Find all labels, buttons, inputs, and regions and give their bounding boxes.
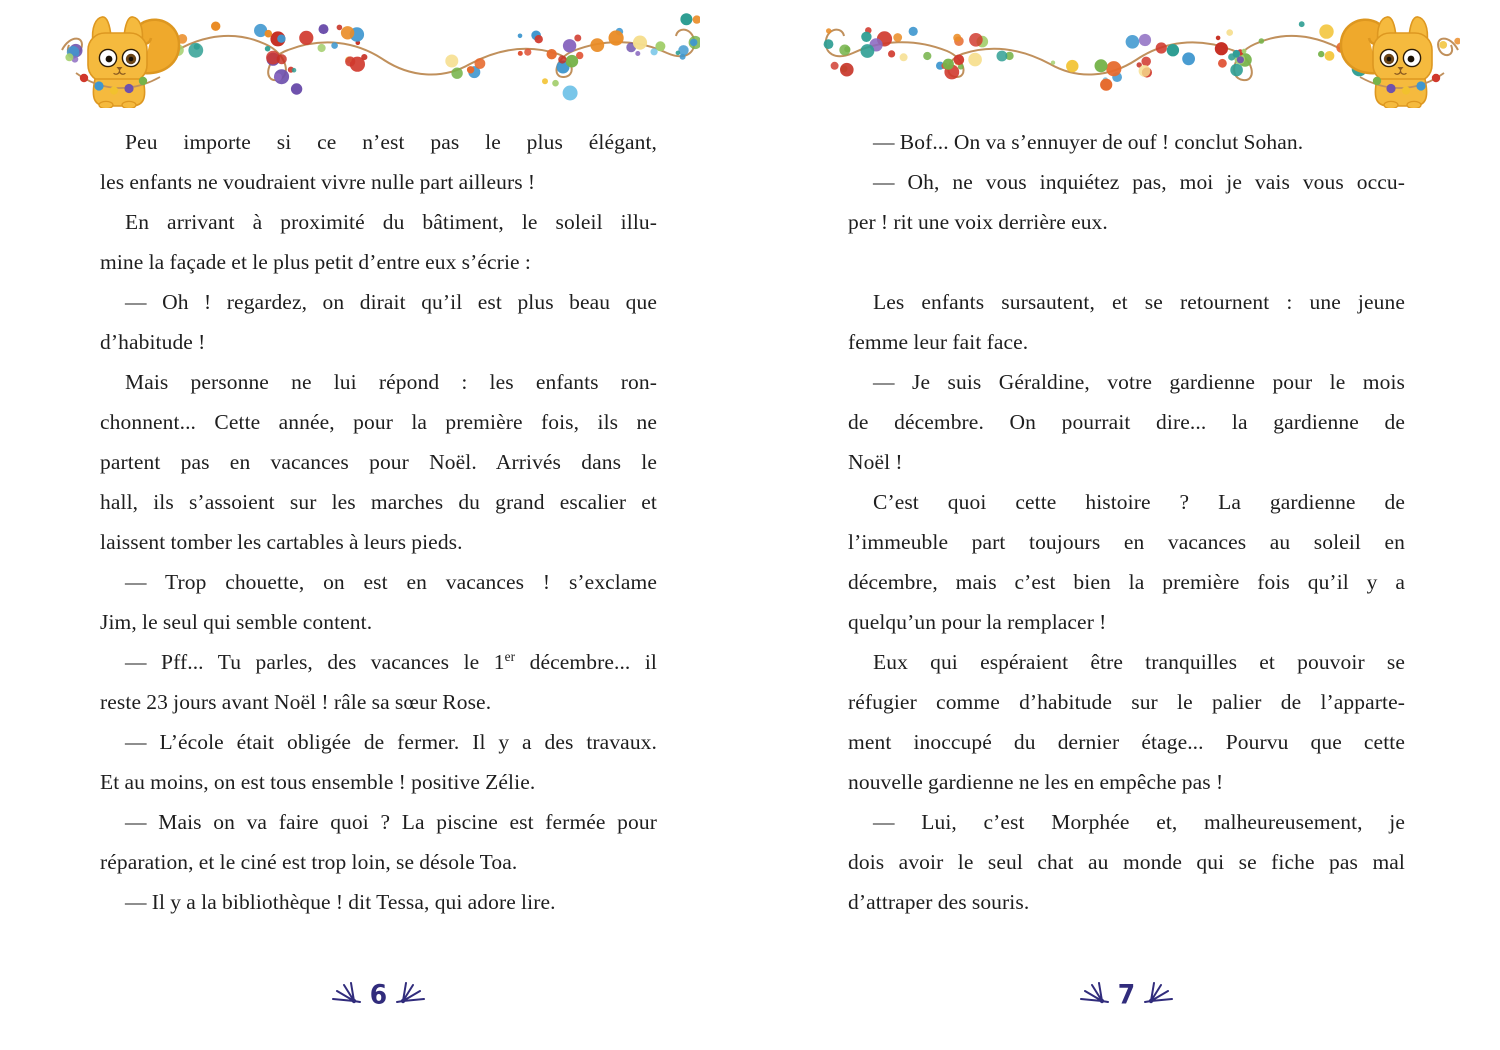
garland-light-dot xyxy=(953,34,961,42)
paragraph xyxy=(100,362,657,562)
paragraph xyxy=(100,202,657,282)
garland-light-dot xyxy=(1439,41,1447,49)
text-line: — L’école était obligée de fermer. Il y a des travaux. xyxy=(125,730,657,754)
garland-light-dot xyxy=(1218,59,1227,68)
garland-light-dot xyxy=(518,34,523,39)
garland-light-dot xyxy=(997,51,1008,62)
garland-light-dot xyxy=(968,53,982,67)
garland-light-dot xyxy=(467,66,474,73)
paragraph xyxy=(848,482,1405,642)
text-line: En arrivant à proximité du bâtiment, le soleil illu- xyxy=(125,210,657,234)
text-line: Noël ! xyxy=(848,450,903,474)
garland-light-dot xyxy=(824,39,834,49)
text-line: C’est quoi cette histoire ? La gardienne de xyxy=(873,490,1405,514)
text-line: per ! rit une voix derrière eux. xyxy=(848,210,1108,234)
garland-light-dot xyxy=(1139,65,1151,77)
garland-light-dot xyxy=(1215,42,1228,55)
garland-light-dot xyxy=(524,49,531,56)
sprig-right-icon xyxy=(396,982,427,1007)
paragraph xyxy=(100,722,657,802)
text-line: de décembre. On pourrait dire... la gardienne de xyxy=(848,410,1405,434)
garland-light-dot xyxy=(574,35,581,42)
garland-light-dot xyxy=(954,55,965,66)
page-number-row xyxy=(100,972,657,1016)
garland-light-dot xyxy=(893,33,902,42)
garland-light-dot xyxy=(563,39,576,52)
garland-light-dot xyxy=(1139,34,1151,46)
garland-light-dot xyxy=(535,35,543,43)
garland-light-dot xyxy=(1325,51,1335,61)
page-right xyxy=(750,0,1500,1050)
garland-decoration-mirrored xyxy=(820,8,1460,108)
garland-light-dot xyxy=(274,73,282,81)
text-line: hall, ils s’assoient sur les marches du grand escalier et xyxy=(100,490,657,514)
text-line: — Bof... On va s’ennuyer de ouf ! conclut Sohan. xyxy=(873,130,1304,154)
garland-light-dot xyxy=(1141,57,1151,67)
garland-light-dot xyxy=(1318,51,1324,57)
page-number: 7 xyxy=(1117,978,1136,1010)
text-line: Mais personne ne lui répond : les enfants ron- xyxy=(125,370,657,394)
garland-light-dot xyxy=(451,68,462,79)
cat-pupil-right xyxy=(129,57,134,62)
garland-light-dot xyxy=(831,62,839,70)
garland-light-dot xyxy=(680,13,692,25)
text-line: femme leur fait face. xyxy=(848,330,1029,354)
garland-light-dot xyxy=(563,86,578,101)
cat-foot xyxy=(99,101,113,108)
garland-light-dot xyxy=(361,54,367,60)
paragraph xyxy=(848,162,1405,242)
garland-light-dot xyxy=(1242,49,1247,54)
text-line: d’attraper des souris. xyxy=(848,890,1030,914)
text-line: réparation, et le ciné est trop loin, se désole Toa. xyxy=(100,850,518,874)
garland-light-dot xyxy=(1100,79,1112,91)
light-dot xyxy=(124,84,133,93)
paragraph xyxy=(848,802,1405,922)
garland-light-dot xyxy=(475,58,486,69)
garland-light-dot xyxy=(1182,52,1195,65)
garland-light-dot xyxy=(319,24,329,34)
squirrel-cat-icon xyxy=(1341,17,1444,108)
garland-light-dot xyxy=(1259,38,1265,44)
garland-light-dot xyxy=(547,49,557,59)
text-line: — Oh, ne vous inquiétez pas, moi je vais vous occu- xyxy=(873,170,1405,194)
text-line: chonnent... Cette année, pour la première fois, ils ne xyxy=(100,410,657,434)
light-dot xyxy=(139,77,147,85)
garland-light-dot xyxy=(1167,44,1179,56)
garland-light-dot xyxy=(552,80,559,87)
paragraph xyxy=(848,642,1405,802)
text-line: dois avoir le seul chat au monde qui se fiche pas mal xyxy=(848,850,1405,874)
paragraph xyxy=(100,562,657,642)
cat-pupil-right xyxy=(1387,57,1392,62)
paragraph xyxy=(100,642,657,722)
text-line: d’habitude ! xyxy=(100,330,206,354)
garland-light-dot xyxy=(826,28,831,33)
text-line: — Oh ! regardez, on dirait qu’il est plus beau que xyxy=(125,290,657,314)
garland-light-dot xyxy=(292,68,297,73)
paragraph xyxy=(848,122,1405,162)
garland-light-dot xyxy=(633,36,647,50)
garland-light-dot xyxy=(909,27,918,36)
text-line: — Je suis Géraldine, votre gardienne pour le mois xyxy=(873,370,1405,394)
cat-pupil-left xyxy=(1408,56,1415,63)
text-line: les enfants ne voudraient vivre nulle part ailleurs ! xyxy=(100,170,536,194)
paragraph xyxy=(100,802,657,882)
text-line: mine la façade et le plus petit d’entre eux s’écrie : xyxy=(100,250,531,274)
garland-light-dot xyxy=(265,30,273,38)
text-line: Et au moins, on est tous ensemble ! positive Zélie. xyxy=(100,770,536,794)
paragraph xyxy=(100,882,657,922)
light-dot xyxy=(1402,86,1410,94)
header-decoration-left xyxy=(60,8,700,108)
paragraph xyxy=(848,282,1405,362)
garland-light-dot xyxy=(1226,29,1233,36)
squirrel-cat-icon xyxy=(76,17,179,108)
garland-light-dot xyxy=(1228,53,1235,60)
garland-light-dot xyxy=(1216,36,1221,41)
garland-light-dot xyxy=(291,83,302,94)
page-number-row xyxy=(848,972,1405,1016)
cat-foot xyxy=(1407,101,1421,108)
garland-light-dot xyxy=(1106,61,1121,76)
text-line: ment inoccupé du dernier étage... Pourvu que cette xyxy=(848,730,1405,754)
light-dot xyxy=(1432,74,1440,82)
garland-light-dot xyxy=(690,39,697,46)
garland-light-dot xyxy=(345,56,355,66)
paragraph xyxy=(100,282,657,362)
light-dot xyxy=(94,81,103,90)
text-line: laissent tomber les cartables à leurs pieds. xyxy=(100,530,463,554)
garland-light-dot xyxy=(693,15,700,23)
garland-light-dot xyxy=(1126,35,1140,49)
garland-light-dot xyxy=(277,35,285,43)
sprig-left-icon xyxy=(1078,982,1109,1007)
garland-light-dot xyxy=(1095,59,1108,72)
text-line: — Lui, c’est Morphée et, malheureusement, je xyxy=(873,810,1405,834)
light-dot xyxy=(1416,81,1425,90)
garland-light-dot xyxy=(1454,38,1460,45)
garland-light-dot xyxy=(651,48,658,55)
text-line: Peu importe si ce n’est pas le plus élégant, xyxy=(125,130,657,154)
text-line: — Pff... Tu parles, des vacances le 1er décembre... il xyxy=(125,648,657,674)
text-line: Eux qui espéraient être tranquilles et pouvoir se xyxy=(873,650,1405,674)
garland-light-dot xyxy=(558,55,566,63)
light-dot xyxy=(1386,84,1395,93)
garland-light-dot xyxy=(318,44,326,52)
garland-light-dot xyxy=(1230,64,1243,77)
garland-light-dot xyxy=(1066,60,1078,72)
garland-light-dot xyxy=(969,33,983,47)
garland-light-dot xyxy=(299,31,313,45)
garland-light-dot xyxy=(518,51,523,56)
garland-light-dot xyxy=(265,46,271,52)
garland-light-dot xyxy=(590,38,604,52)
text-line: — Trop chouette, on est en vacances ! s’exclame xyxy=(125,570,657,594)
garland-light-dot xyxy=(861,32,871,42)
sprig-left-icon xyxy=(330,982,361,1007)
sprig-right-icon xyxy=(1144,982,1175,1007)
garland-light-dot xyxy=(65,53,73,61)
garland-light-dot xyxy=(609,30,624,45)
text-line: l’immeuble part toujours en vacances au soleil en xyxy=(848,530,1405,554)
garland-light-dot xyxy=(331,42,338,49)
text-line: réfugier comme d’habitude sur le palier de l’apparte- xyxy=(848,690,1405,714)
text-line: partent pas en vacances pour Noël. Arrivés dans le xyxy=(100,450,657,474)
garland-light-dot xyxy=(888,50,895,57)
text-line: décembre, mais c’est bien la première fois qu’il y a xyxy=(848,570,1405,594)
garland-light-dot xyxy=(211,22,220,31)
garland-light-dot xyxy=(861,44,875,58)
cat-pupil-left xyxy=(106,56,113,63)
light-dot xyxy=(110,86,118,94)
text-line: — Mais on va faire quoi ? La piscine est fermée pour xyxy=(125,810,657,834)
garland-light-dot xyxy=(900,53,908,61)
garland-light-dot xyxy=(923,52,931,60)
garland-light-dot xyxy=(943,59,954,70)
garland-light-dot xyxy=(1051,61,1055,65)
garland-light-dot xyxy=(840,63,854,77)
garland-light-dot xyxy=(676,51,681,56)
paragraph xyxy=(100,122,657,202)
garland-light-dot xyxy=(341,26,354,39)
header-decoration-right xyxy=(820,8,1460,108)
page-text-left xyxy=(100,122,657,922)
garland-light-dot xyxy=(1319,24,1333,38)
text-line: nouvelle gardienne ne les en empêche pas ! xyxy=(848,770,1224,794)
page-text-right xyxy=(848,122,1405,922)
garland-light-dot xyxy=(277,54,287,64)
text-line: quelqu’un pour la remplacer ! xyxy=(848,610,1107,634)
cat-foot xyxy=(122,101,136,108)
light-dot xyxy=(1373,77,1381,85)
text-line: Jim, le seul qui semble content. xyxy=(100,610,373,634)
garland-light-dot xyxy=(839,45,850,56)
garland-light-dot xyxy=(1156,42,1167,53)
garland-light-dot xyxy=(1299,21,1305,27)
garland-light-dot xyxy=(566,55,579,68)
garland-light-dot xyxy=(542,78,548,84)
text-line: Les enfants sursautent, et se retournent : une jeune xyxy=(873,290,1405,314)
paragraph xyxy=(848,362,1405,482)
cat-foot xyxy=(1384,101,1398,108)
text-line: reste 23 jours avant Noël ! râle sa sœur Rose. xyxy=(100,690,492,714)
light-dot xyxy=(80,74,88,82)
garland-light-dot xyxy=(445,55,458,68)
garland-decoration xyxy=(60,8,700,108)
garland-light-dot xyxy=(194,44,200,50)
garland-light-dot xyxy=(635,51,640,56)
text-line: — Il y a la bibliothèque ! dit Tessa, qui adore lire. xyxy=(125,890,556,914)
garland-light-dot xyxy=(337,25,343,31)
page-number: 6 xyxy=(369,978,388,1010)
